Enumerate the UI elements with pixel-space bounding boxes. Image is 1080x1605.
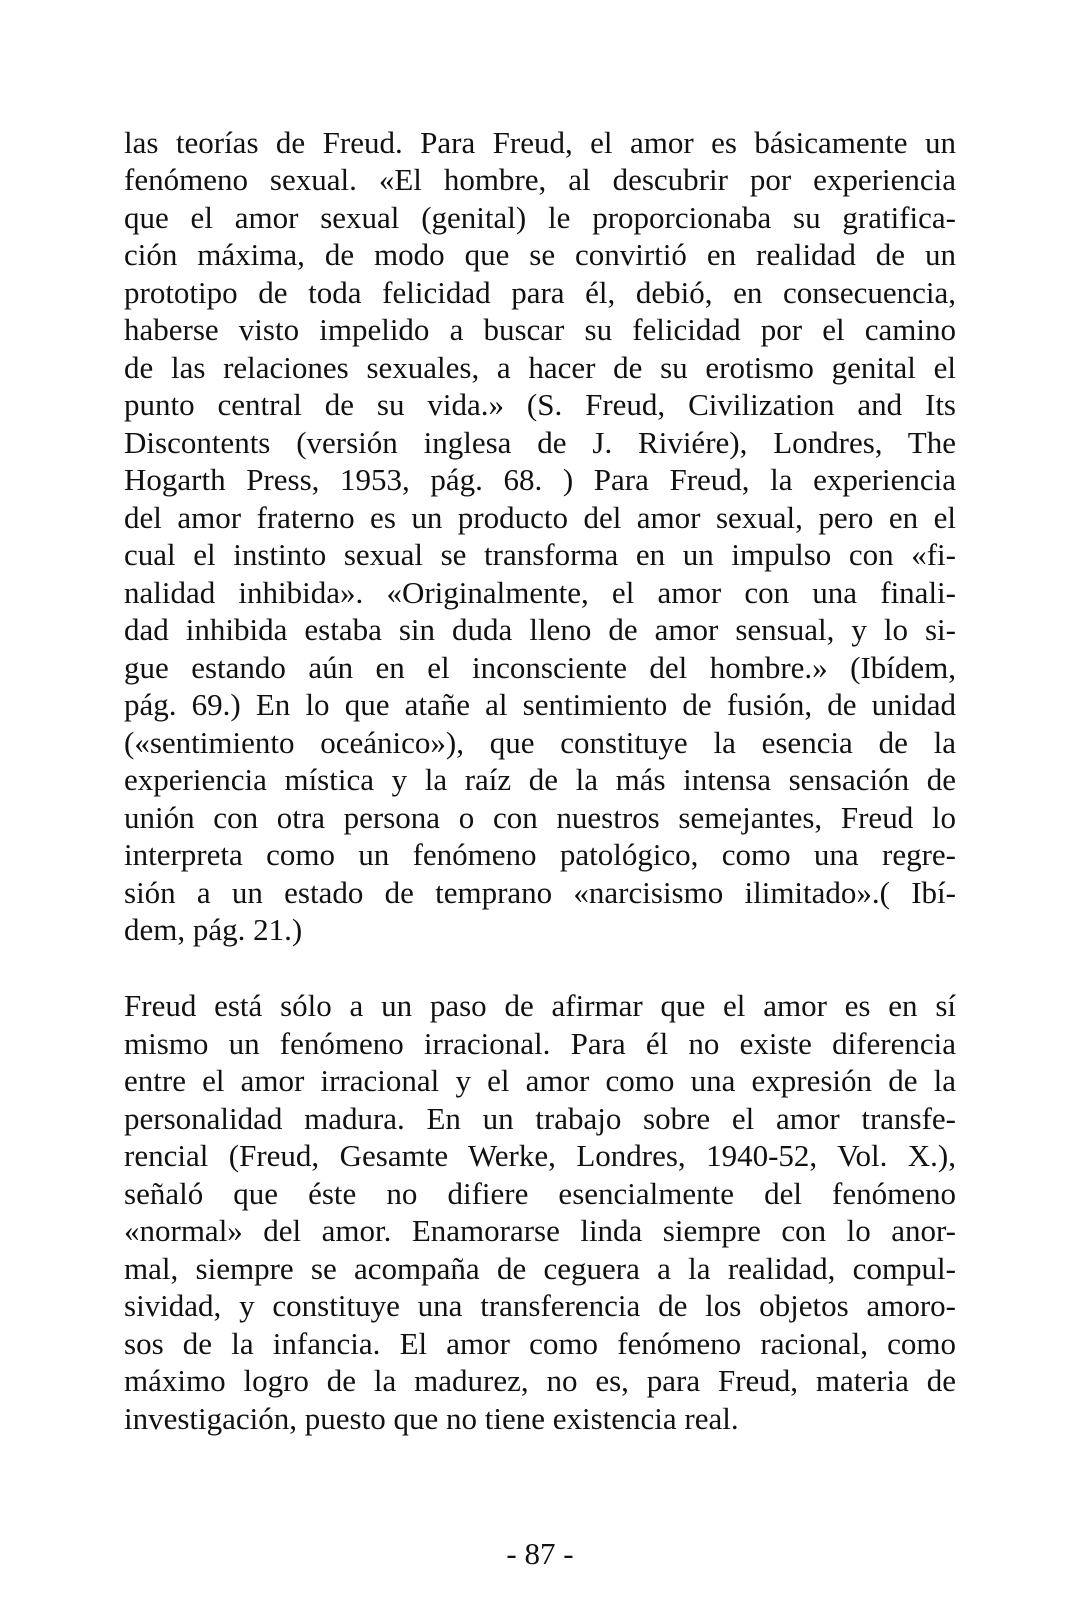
text-line: que el amor sexual (genital) le proporcionaba su gratifica- bbox=[124, 200, 956, 235]
text-line: máximo logro de la madurez, no es, para Freud, materia de bbox=[124, 1363, 956, 1398]
text-line: «normal» del amor. Enamorarse linda siempre con lo anor- bbox=[124, 1213, 956, 1248]
text-line: señaló que éste no difiere esencialmente del fenómeno bbox=[124, 1176, 956, 1211]
page-number: - 87 - bbox=[506, 1536, 574, 1571]
text-line: interpreta como un fenómeno patológico, como una regre- bbox=[124, 837, 956, 872]
text-line: prototipo de toda felicidad para él, debió, en consecuencia, bbox=[124, 275, 956, 310]
text-line: mismo un fenómeno irracional. Para él no existe diferencia bbox=[124, 1026, 956, 1061]
text-line: investigación, puesto que no tiene existencia real. bbox=[124, 1401, 739, 1436]
text-line: Hogarth Press, 1953, pág. 68. ) Para Freud, la experiencia bbox=[124, 462, 956, 497]
text-line: Discontents (versión inglesa de J. Riviére), Londres, The bbox=[124, 425, 956, 460]
text-line: sividad, y constituye una transferencia de los objetos amoro- bbox=[124, 1288, 956, 1323]
text-line: ción máxima, de modo que se convirtió en realidad de un bbox=[124, 237, 956, 272]
text-line: gue estando aún en el inconsciente del hombre.» (Ibídem, bbox=[124, 650, 956, 685]
text-line: nalidad inhibida». «Originalmente, el amor con una finali- bbox=[124, 575, 956, 610]
text-line: de las relaciones sexuales, a hacer de su erotismo genital el bbox=[124, 350, 956, 385]
text-line: las teorías de Freud. Para Freud, el amor es básicamente un bbox=[124, 125, 956, 160]
text-line: cual el instinto sexual se transforma en un impulso con «fi- bbox=[124, 537, 956, 572]
text-line: haberse visto impelido a buscar su felicidad por el camino bbox=[124, 312, 956, 347]
text-line: personalidad madura. En un trabajo sobre el amor transfe- bbox=[124, 1101, 956, 1136]
text-line: («sentimiento oceánico»), que constituye la esencia de la bbox=[124, 725, 956, 760]
text-line: mal, siempre se acompaña de ceguera a la realidad, compul- bbox=[124, 1251, 956, 1286]
text-line: pág. 69.) En lo que atañe al sentimiento de fusión, de unidad bbox=[124, 687, 956, 722]
text-line: rencial (Freud, Gesamte Werke, Londres, 1940-52, Vol. X.), bbox=[124, 1138, 956, 1173]
text-line: punto central de su vida.» (S. Freud, Civilization and Its bbox=[124, 387, 956, 422]
text-line: unión con otra persona o con nuestros semejantes, Freud lo bbox=[124, 800, 956, 835]
text-line: Freud está sólo a un paso de afirmar que el amor es en sí bbox=[124, 988, 956, 1023]
text-line: del amor fraterno es un producto del amor sexual, pero en el bbox=[124, 500, 956, 535]
text-line: fenómeno sexual. «El hombre, al descubrir por experiencia bbox=[124, 162, 956, 197]
text-line: experiencia mística y la raíz de la más intensa sensación de bbox=[124, 762, 956, 797]
text-line: dad inhibida estaba sin duda lleno de amor sensual, y lo si- bbox=[124, 612, 956, 647]
text-line: dem, pág. 21.) bbox=[124, 912, 303, 947]
text-line: sión a un estado de temprano «narcisismo ilimitado».( Ibí- bbox=[124, 875, 956, 910]
text-line: entre el amor irracional y el amor como una expresión de la bbox=[124, 1063, 956, 1098]
text-line: sos de la infancia. El amor como fenómeno racional, como bbox=[124, 1326, 956, 1361]
